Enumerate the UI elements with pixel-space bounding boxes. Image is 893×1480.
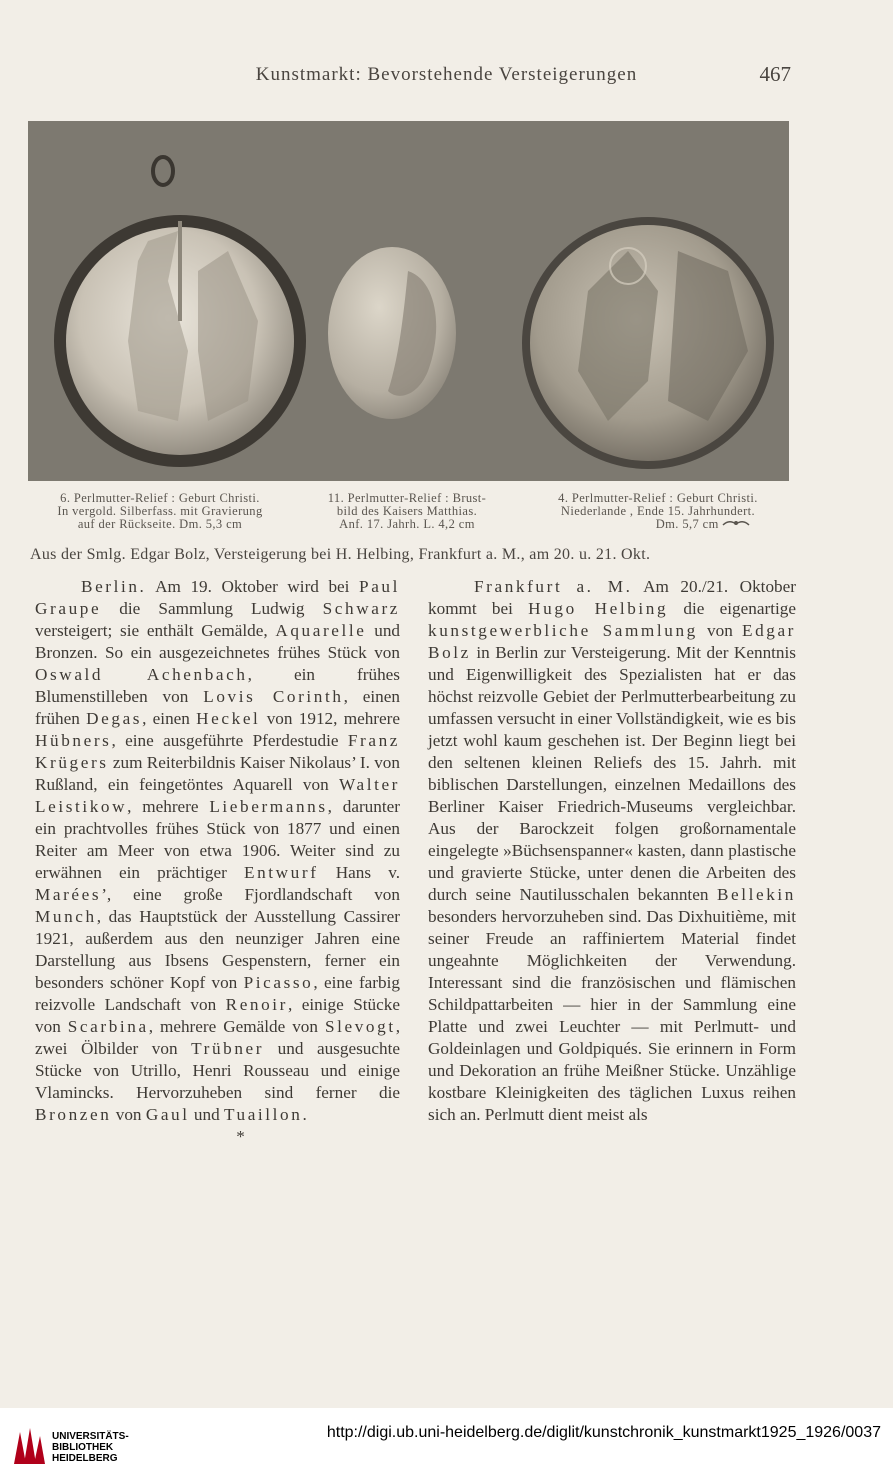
text-emphasis: Oswald Achenbach [35,665,248,684]
text-emphasis: Walter Leistikow [35,775,400,816]
text-emphasis: Heckel [196,709,261,728]
text-emphasis: Gaul [145,1105,190,1124]
text-run: , eine ausgeführte Pferdestudie [111,731,348,750]
text-emphasis: Tuaillon [224,1105,303,1124]
caption-right-line-3 [522,518,794,531]
caption-left-line: auf der Rückseite. Dm. 5,3 cm [77,517,243,531]
text-run: , mehrere [127,797,210,816]
article-column-left [35,576,400,1148]
article-column-right [428,576,796,1126]
caption-right-dimension: Dm. 5,7 cm [655,517,719,531]
text-run: , ein frühes Blumenstilleben von [35,665,400,706]
text-emphasis: kunstgewerbliche Sammlung [428,621,698,640]
text-emphasis: Bellekin [716,885,796,904]
text-emphasis: Edgar Bolz [428,621,797,662]
photo-source-line: Aus der Smlg. Edgar Bolz, Versteigerung bei H. Helbing, Frankfurt a. M., am 20. u. 21. Okt. [30,546,651,563]
text-run: und Bronzen. So ein ausgezeichnetes frühes Stück von [35,621,401,662]
text-run: , eine farbig reizvolle Landschaft von [35,973,400,1014]
text-run: , zwei Ölbilder von [35,1017,400,1058]
text-run: besonders hervorzuheben sind. Das Dixhuitième, mit seiner Freude an raffiniertem Material findet ungeahnte Möglichkeiten der Verwendung. Interessant sind die französischen und flämischen Schildpattarbeiten — hier in der Sammlung eine Platte und zwei Leuchter — mit Perlmutt- und Goldeinlagen und Goldpiqués. Sie erinnern in Form und Dekoration an frühe Meißner Stücke. Unzählige kostbare Kleinigkeiten des täglichen Luxus reihen sich an. Perlmutt dient meist als [428,907,796,1124]
text-emphasis: Schwarz [322,599,400,618]
library-name-line: UNIVERSITÄTS- [52,1431,129,1442]
text-emphasis: Aquarelle [275,621,367,640]
text-run: von [111,1105,146,1124]
university-library-logo-icon [10,1426,46,1466]
medallion-right [522,217,774,469]
text-emphasis: Paul Graupe [35,577,400,618]
page-number: 467 [759,62,791,86]
text-emphasis: Trübner [191,1039,265,1058]
text-run: zum Reiterbildnis Kaiser Nikolaus’ I. von Rußland, ein feingetöntes Aquarell von [35,753,400,794]
text-run: , einen frühen [35,687,400,728]
text-run: und [189,1105,224,1124]
text-run: . [302,1105,307,1124]
text-emphasis: Marées [35,885,102,904]
source-url-link[interactable]: http://digi.ub.uni-heidelberg.de/diglit/kunstchronik_kunstmarkt1925_1926/0037 [326,1424,881,1441]
text-run: , einen [142,709,197,728]
text-emphasis: Slevogt [324,1017,396,1036]
text-emphasis: Hugo Helbing [528,599,669,618]
caption-middle-line: Anf. 17. Jahrh. L. 4,2 cm [339,517,475,531]
text-emphasis: Lovis Corinth [203,687,344,706]
caption-left [30,492,290,531]
article-paragraph [35,576,400,1126]
caption-right-line: 4. Perlmutter-Relief : Geburt Christi. [558,491,758,505]
text-emphasis: Degas [86,709,143,728]
text-run: in Berlin zur Versteigerung. Mit der Kenntnis und Eigenwilligkeit des Spezialisten hat er das höchst reizvolle Gebiet der Perlmutterbearbeitung zu umfassen versucht in einer Vollständigkeit, wie es bis jetzt wohl kaum geschehen ist. Der Beginn liegt bei den seltenen kleinen Reliefs des 15. Jahrh. mit biblischen Darstellungen, einzelnen Medaillons des Berliner Kaiser Friedrich-Museums vergleichbar. Aus der Barockzeit folgen großornamentale eingelegte »Büchsenspanner« kasten, dann plastische und gravierte Stücke, unter denen die Arbeiten des durch seine Nautilusschalen bekannten [428,643,796,904]
caption-middle [300,492,514,531]
text-emphasis: Franz Krügers [35,731,400,772]
text-emphasis: Renoir [225,995,289,1014]
text-run: die Sammlung Ludwig [101,599,323,618]
caption-left-line: In vergold. Silberfass. mit Gravierung [57,504,263,518]
medallion-middle [328,247,456,419]
printer-ornament-icon [722,518,750,528]
library-name [52,1431,129,1464]
text-emphasis: Berlin. [81,577,147,596]
text-run: die eigenartige [668,599,796,618]
caption-middle-line: 11. Perlmutter-Relief : Brust- [327,491,487,505]
text-emphasis: Liebermanns [209,797,328,816]
text-run: Am 20./21. Oktober kommt bei [428,577,797,618]
text-run: und ausgesuchte Stücke von Utrillo, Henri Rousseau und einige Vlamincks. Hervorzuheben sind ferner die [35,1039,400,1102]
text-run: Hans v. [318,863,400,882]
text-run: , darunter ein prachtvolles frühes Stück von 1877 und einen Reiter am Meer von etwa 1906. Weiter sind zu erwähnen ein prächtiger [35,797,401,882]
text-run: , einige Stücke von [35,995,400,1036]
caption-middle-line: bild des Kaisers Matthias. [336,504,478,518]
text-emphasis: Entwurf [244,863,319,882]
text-run: ’, eine große Fjordlandschaft von [101,885,400,904]
library-name-line: HEIDELBERG [52,1453,118,1464]
digitization-footer [0,1408,893,1480]
text-run: von [697,621,742,640]
section-separator: * [236,1127,245,1146]
text-emphasis: Scarbina [67,1017,149,1036]
text-run: von 1912, mehrere [260,709,400,728]
text-run: Am 19. Oktober wird bei [146,577,360,596]
medallions-illustration [28,121,789,481]
library-name-line: BIBLIOTHEK [52,1442,114,1453]
text-run: , mehrere Gemälde von [148,1017,325,1036]
caption-right-line: Niederlande , Ende 15. Jahrhundert. [560,504,756,518]
text-emphasis: Picasso [243,973,314,992]
text-run: versteigert; sie enthält Gemälde, [35,621,276,640]
caption-right [522,492,794,531]
article-paragraph [428,576,796,1126]
caption-left-line: 6. Perlmutter-Relief : Geburt Christi. [60,491,260,505]
text-emphasis: Munch [35,907,97,926]
text-run: , das Hauptstück der Ausstellung Cassirer 1921, außerdem aus den neunziger Jahren eine Darstellung aus Ibsens Gespenstern, ferner ein besonders schöner Kopf von [35,907,400,992]
text-emphasis: Bronzen [35,1105,112,1124]
medallions-photo [28,121,789,481]
text-emphasis: Hübners [35,731,112,750]
running-head: Kunstmarkt: Bevorstehende Versteigerungen [255,64,638,85]
text-emphasis: Frankfurt a. M. [474,577,633,596]
